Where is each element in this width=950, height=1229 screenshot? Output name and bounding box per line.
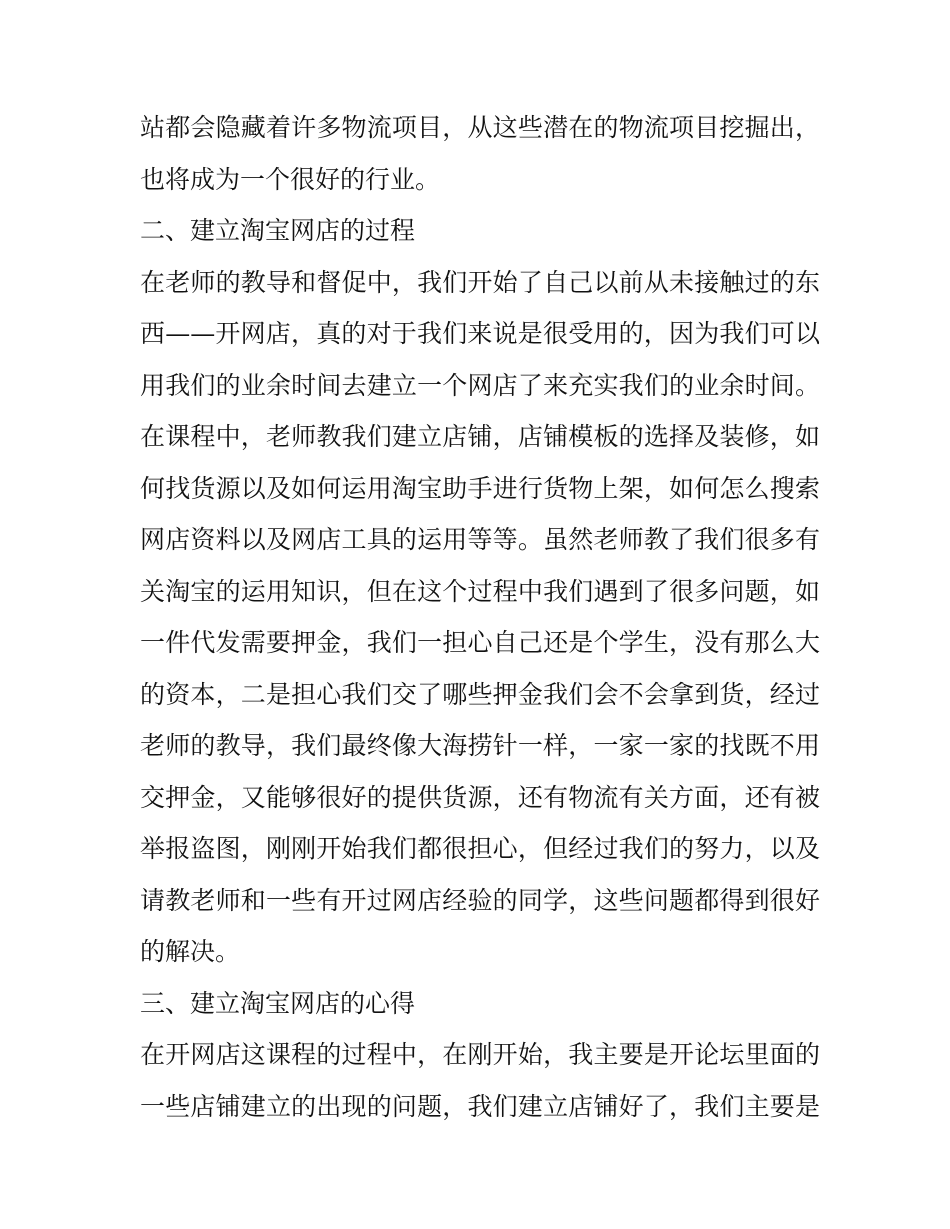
paragraph-line: 一件代发需要押金，我们一担心自己还是个学生，没有那么大: [140, 628, 820, 657]
paragraph-line: 的解决。: [140, 937, 241, 966]
paragraph-line: 关淘宝的运用知识，但在这个过程中我们遇到了很多问题，如: [140, 576, 820, 606]
paragraph-line: 在开网店这课程的过程中，在刚开始，我主要是开论坛里面的: [140, 1040, 820, 1069]
paragraph-line: 何找货源以及如何运用淘宝助手进行货物上架，如何怎么搜索: [140, 473, 820, 503]
document-body: [140, 102, 820, 1132]
paragraph-line: 举报盗图，刚刚开始我们都很担心，但经过我们的努力，以及: [140, 834, 820, 863]
section-heading: 二、建立淘宝网店的过程: [140, 216, 416, 245]
paragraph-line: 一些店铺建立的出现的问题，我们建立店铺好了，我们主要是: [140, 1091, 820, 1121]
paragraph-line: 也将成为一个很好的行业。: [140, 164, 441, 194]
paragraph-line: 交押金，又能够很好的提供货源，还有物流有关方面，还有被: [140, 782, 820, 812]
paragraph-line: 在课程中，老师教我们建立店铺，店铺模板的选择及装修，如: [140, 422, 820, 451]
paragraph-line: 请教老师和一些有开过网店经验的同学，这些问题都得到很好: [140, 885, 820, 915]
paragraph-line: 网店资料以及网店工具的运用等等。虽然老师教了我们很多有: [140, 525, 820, 554]
paragraph-line: 站都会隐藏着许多物流项目，从这些潜在的物流项目挖掘出，: [140, 113, 820, 142]
paragraph-line: 老师的教导，我们最终像大海捞针一样，一家一家的找既不用: [140, 731, 820, 760]
section-heading: 三、建立淘宝网店的心得: [140, 988, 416, 1018]
paragraph-line: 的资本，二是担心我们交了哪些押金我们会不会拿到货，经过: [140, 679, 820, 709]
paragraph-line: 在老师的教导和督促中，我们开始了自己以前从未接触过的东: [140, 267, 820, 297]
paragraph-line: 西——开网店，真的对于我们来说是很受用的，因为我们可以: [140, 319, 820, 348]
paragraph-line: 用我们的业余时间去建立一个网店了来充实我们的业余时间。: [140, 370, 820, 400]
